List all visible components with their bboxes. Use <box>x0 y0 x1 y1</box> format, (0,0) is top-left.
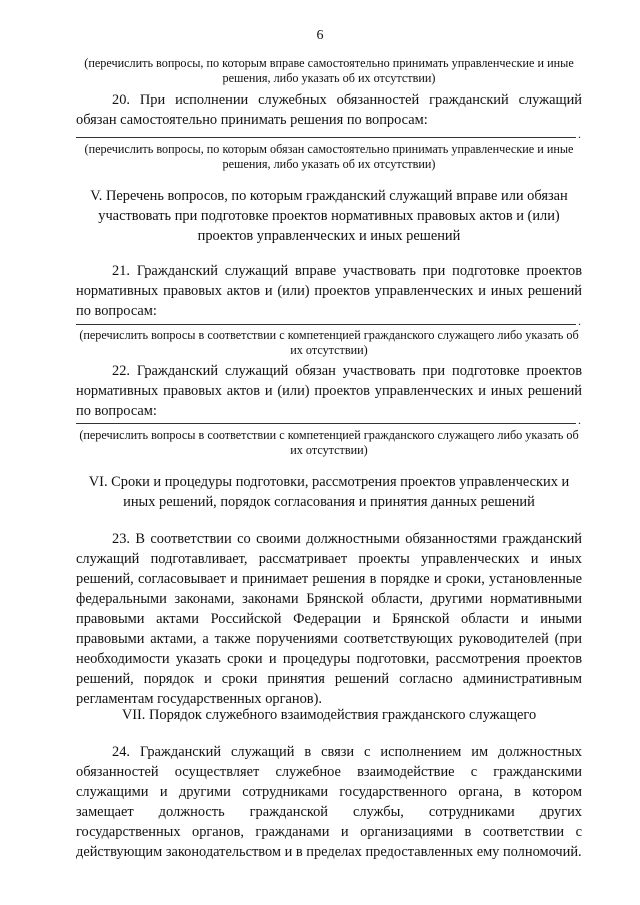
paragraph-20: 20. При исполнении служебных обязанностей гражданский служащий обязан самостоятельно принимать решения по вопросам: <box>76 92 582 128</box>
note-competence-2: (перечислить вопросы в соответствии с компетенцией гражданского служащего либо указать об их отсутствии) <box>79 428 579 457</box>
fill-line-21-end: . <box>578 314 581 328</box>
paragraph-23: 23. В соответствии со своими должностными обязанностями гражданский служащий подготавливает, рассматривает проекты управленческих и иных решений, согласовывает и принимает решения в порядке и сроки, установленные федеральными законами, законами Брянской области, другими нормативными правовыми актами Российской Федерации и Брянской области и иными правовыми актами, а также поручениями соответствующих руководителей (при необходимости указать сроки и процедуры подготовки, рассмотрения проектов решений, порядок и сроки принятия решений согласно административным регламентам государственных органов). <box>76 531 582 707</box>
fill-line-21 <box>76 324 576 325</box>
section-heading-v: V. Перечень вопросов, по которым гражданский служащий вправе или обязан участвовать при подготовке проектов нормативных правовых актов и (или) проектов управленческих и иных решений <box>90 188 568 244</box>
fill-line-20 <box>76 137 576 138</box>
note-rights-decisions: (перечислить вопросы, по которым вправе самостоятельно принимать управленческие и иные решения, либо указать об их отсутствии) <box>84 56 574 85</box>
section-heading-vi: VI. Сроки и процедуры подготовки, рассмотрения проектов управленческих и иных решений, порядок согласования и принятия данных решений <box>88 474 570 510</box>
fill-line-22 <box>76 423 576 424</box>
paragraph-22: 22. Гражданский служащий обязан участвовать при подготовке проектов нормативных правовых актов и (или) проектов управленческих и иных решений по вопросам: <box>76 363 582 419</box>
page-number: 6 <box>316 28 324 43</box>
fill-line-20-end: . <box>578 127 581 141</box>
paragraph-21: 21. Гражданский служащий вправе участвовать при подготовке проектов нормативных правовых актов и (или) проектов управленческих и иных решений по вопросам: <box>76 263 582 319</box>
paragraph-24: 24. Гражданский служащий в связи с исполнением им должностных обязанностей осуществляет служебное взаимодействие с гражданскими служащими и другими сотрудниками государственного органа, в котором замещает должность гражданской службы, сотрудниками других государственных органов, гражданами и организациями в соответствии с действующим законодательством и в пределах предоставленных ему полномочий. <box>76 744 582 860</box>
note-duty-decisions: (перечислить вопросы, по которым обязан самостоятельно принимать управленческие и иные решения, либо указать об их отсутствии) <box>84 142 574 171</box>
fill-line-22-end: . <box>578 413 581 427</box>
note-competence-1: (перечислить вопросы в соответствии с компетенцией гражданского служащего либо указать об их отсутствии) <box>79 328 579 357</box>
section-heading-vii: VII. Порядок служебного взаимодействия гражданского служащего <box>121 707 537 723</box>
